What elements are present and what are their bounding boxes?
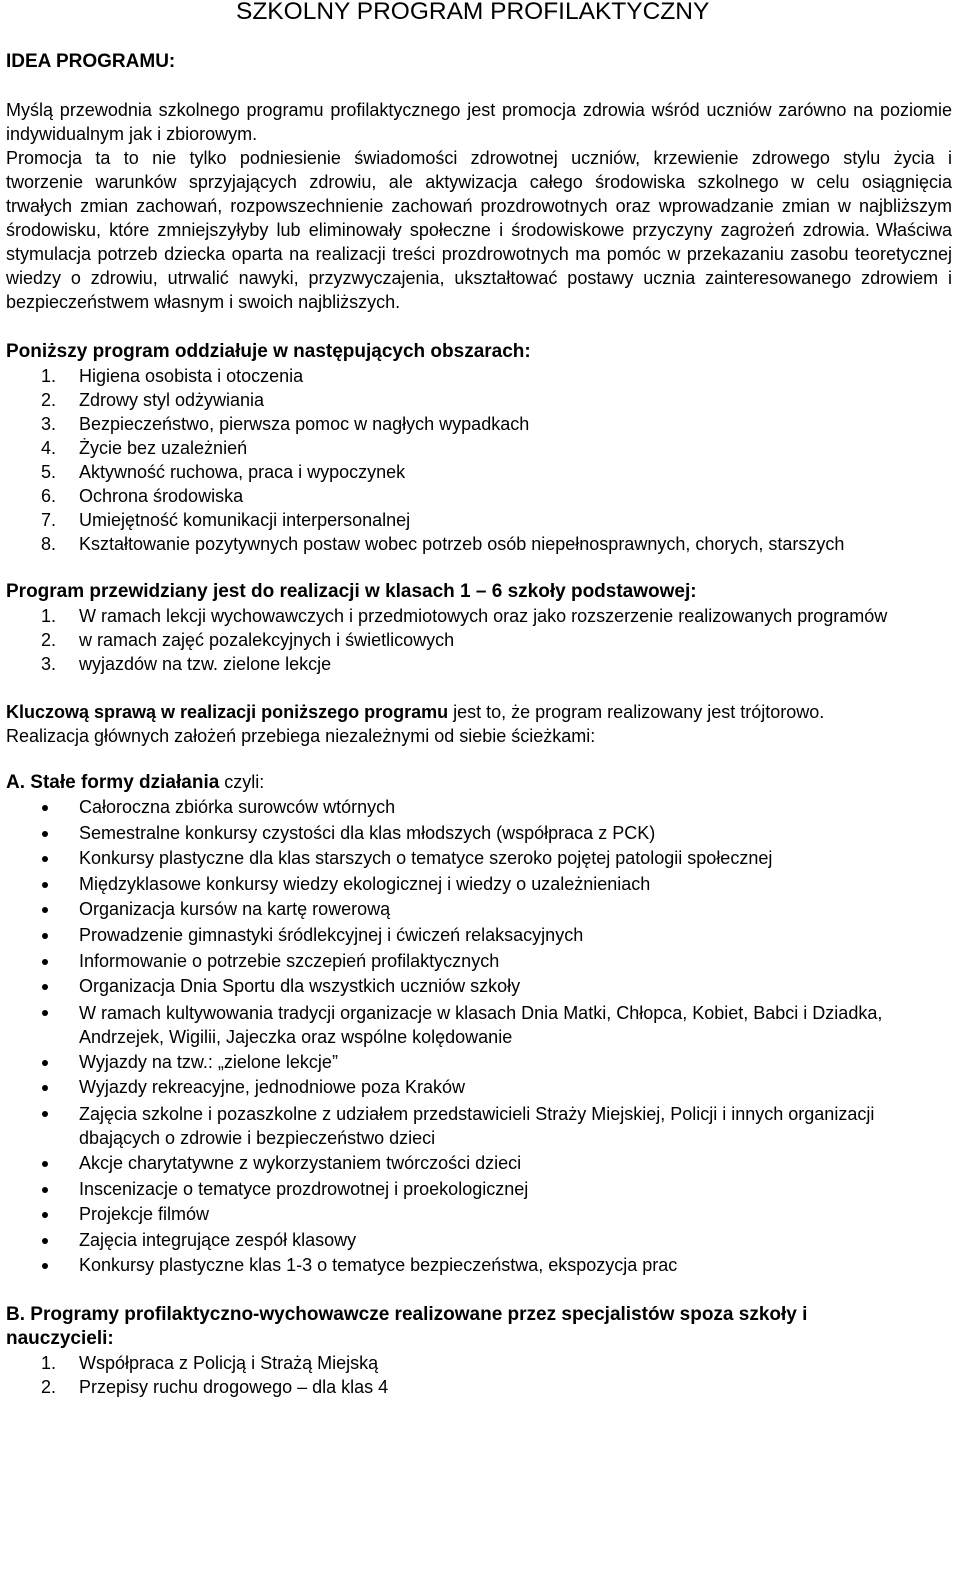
area-item — [6, 532, 952, 556]
idea-label: IDEA PROGRAMU: — [6, 51, 176, 72]
area-item — [6, 412, 952, 436]
section-a-item — [6, 821, 952, 847]
section-a-item-text: Informowanie o potrzebie szczepień profilaktycznych — [79, 950, 500, 971]
section-a-item — [6, 1253, 952, 1279]
realization-text: wyjazdów na tzw. zielone lekcje — [79, 654, 332, 674]
section-a-item — [6, 1101, 952, 1151]
realization-number: 3. — [41, 654, 57, 674]
area-item — [6, 388, 952, 412]
areas-list — [6, 364, 952, 556]
section-a-item-text: Międzyklasowe konkursy wiedzy ekologicznej i wiedzy o uzależnieniach — [79, 873, 651, 894]
section-a-item — [6, 1202, 952, 1228]
section-a-item-text: Organizacja kursów na kartę rowerową — [79, 899, 391, 920]
area-item — [6, 508, 952, 532]
section-a-item-text: Konkursy plastyczne klas 1-3 o tematyce bezpieczeństwa, ekspozycja prac — [79, 1255, 678, 1276]
section-b-text: Przepisy ruchu drogowego – dla klas 4 — [79, 1376, 389, 1397]
area-text: Umiejętność komunikacji interpersonalnej — [79, 510, 411, 530]
section-a-item — [6, 846, 952, 872]
section-a-item — [6, 1228, 952, 1254]
bullet-icon — [42, 1187, 48, 1193]
intro-paragraph-2-part-a: Promocja ta to nie tylko podniesienie świadomości zdrowotnej uczniów, krzewienie zdrowego stylu życia i tworzenie warunków sprzyjających zdrowiu, ale aktywizacja całego środowiska szkolnego w celu osiągnięcia trwałych zmian zachowań, rozpowszechnienie zachowań prozdrowotnych oraz wprowadzanie zmian w najbliższym środowisku, które zmniejszyłyby lub eliminowały społeczne i środowiskowe przyczyny zagrożeń zdrowia. — [6, 148, 952, 240]
area-text: Ochrona środowiska — [79, 486, 244, 506]
area-item — [6, 460, 952, 484]
section-a-item — [6, 1177, 952, 1203]
bullet-icon — [42, 1060, 48, 1066]
key-paragraph — [6, 700, 952, 748]
section-a-item-text: Całoroczna zbiórka surowców wtórnych — [79, 797, 396, 817]
section-a-item-text: Konkursy plastyczne dla klas starszych o tematyce szeroko pojętej patologii społecznej — [79, 848, 773, 869]
section-b-text: Współpraca z Policją i Strażą Miejską — [79, 1352, 379, 1373]
realization-item — [6, 628, 952, 652]
realization-number: 2. — [41, 630, 57, 650]
section-a-heading-rest: czyli: — [219, 772, 265, 792]
area-item — [6, 484, 952, 508]
bullet-icon — [42, 856, 48, 862]
section-b-list — [6, 1351, 952, 1399]
bullet-icon — [42, 907, 48, 913]
section-b-item — [6, 1375, 952, 1399]
section-a-item — [6, 1050, 952, 1076]
section-a-list — [6, 795, 952, 1279]
areas-heading: Poniższy program oddziałuje w następujących obszarach: — [6, 341, 531, 362]
bullet-icon — [42, 1263, 48, 1269]
realization-text: w ramach zajęć pozalekcyjnych i świetlicowych — [79, 630, 455, 650]
section-a-item-text: Projekcje filmów — [79, 1204, 210, 1225]
realization-heading: Program przewidziany jest do realizacji w klasach 1 – 6 szkoły podstawowej: — [6, 581, 697, 602]
realization-number: 1. — [41, 606, 57, 626]
section-a-item — [6, 949, 952, 975]
bullet-icon — [42, 1085, 48, 1091]
section-a-heading-bold: A. Stałe formy działania — [6, 772, 220, 793]
section-a-item — [6, 872, 952, 898]
bullet-icon — [42, 984, 48, 990]
section-a-item — [6, 897, 952, 923]
area-number: 3. — [41, 414, 57, 434]
section-b-item — [6, 1351, 952, 1375]
section-a-item — [6, 795, 952, 821]
key-paragraph-bold: Kluczową sprawą w realizacji poniższego programu — [6, 702, 449, 722]
intro-paragraph-1: Myślą przewodnia szkolnego programu profilaktycznego jest promocja zdrowia wśród uczniów zarówno na poziomie indywidualnym jak i zbiorowym. — [6, 100, 952, 144]
section-a-item-text: Wyjazdy rekreacyjne, jednodniowe poza Kraków — [79, 1077, 466, 1098]
bullet-icon — [42, 831, 48, 837]
intro-paragraph-2-part-b: Właściwa stymulacja potrzeb dziecka oparta na realizacji treści prozdrowotnych ma pomóc w przekazaniu zasobu teoretycznej wiedzy o zdrowiu, utrwalić nawyki, przyzwyczajenia, ukształtować postawy ucznia zainteresowanego zdrowiem i bezpieczeństwem własnym i swoich najbliższych. — [6, 220, 952, 312]
area-number: 7. — [41, 510, 57, 530]
section-a-item — [6, 923, 952, 949]
bullet-icon — [42, 933, 48, 939]
area-item — [6, 436, 952, 460]
section-a-item-text: Prowadzenie gimnastyki śródlekcyjnej i ćwiczeń relaksacyjnych — [79, 924, 584, 945]
key-paragraph-rest: jest to, że program realizowany jest trójtorowo. Realizacja głównych założeń przebiega niezależnymi od siebie ścieżkami: — [6, 702, 825, 746]
section-a-item — [6, 974, 952, 1000]
area-number: 2. — [41, 390, 57, 410]
section-a-item-text: Zajęcia integrujące zespół klasowy — [79, 1229, 357, 1250]
realization-item — [6, 604, 952, 628]
area-number: 6. — [41, 486, 57, 506]
bullet-icon — [42, 959, 48, 965]
document-body — [6, 98, 952, 1399]
section-a-item-text: Wyjazdy na tzw.: „zielone lekcje” — [79, 1051, 338, 1072]
area-text: Życie bez uzależnień — [79, 438, 248, 458]
area-number: 5. — [41, 462, 57, 482]
bullet-icon — [42, 882, 48, 888]
section-a-item — [6, 1075, 952, 1101]
section-a-item-text: Organizacja Dnia Sportu dla wszystkich uczniów szkoły — [79, 976, 521, 997]
section-a-item-text: Inscenizacje o tematyce prozdrowotnej i proekologicznej — [79, 1178, 529, 1199]
bullet-icon — [42, 1161, 48, 1167]
bullet-icon — [42, 1010, 48, 1016]
area-text: Aktywność ruchowa, praca i wypoczynek — [79, 462, 406, 482]
area-number: 8. — [41, 534, 57, 554]
section-a-item-text: W ramach kultywowania tradycji organizacje w klasach Dnia Matki, Chłopca, Kobiet, Babci i Dziadka, Andrzejek, Wigilii, Jajeczka oraz wspólne kolędowanie — [79, 1002, 883, 1047]
realization-text: W ramach lekcji wychowawczych i przedmiotowych oraz jako rozszerzenie realizowanych programów — [79, 606, 888, 626]
section-b-number: 2. — [41, 1376, 57, 1397]
section-a-item — [6, 1151, 952, 1177]
area-text: Higiena osobista i otoczenia — [79, 366, 304, 386]
intro-paragraph-2 — [6, 146, 952, 314]
area-text: Zdrowy styl odżywiania — [79, 390, 265, 410]
section-a-item — [6, 1000, 952, 1050]
realization-item — [6, 652, 952, 676]
bullet-icon — [42, 1238, 48, 1244]
section-a-item-text: Semestralne konkursy czystości dla klas młodszych (współpraca z PCK) — [79, 822, 656, 843]
area-number: 4. — [41, 438, 57, 458]
section-a-item-text: Zajęcia szkolne i pozaszkolne z udziałem przedstawicieli Straży Miejskiej, Policji i innych organizacji dbających o zdrowie i bezpieczeństwo dzieci — [79, 1103, 875, 1148]
document-title: SZKOLNY PROGRAM PROFILAKTYCZNY — [236, 0, 710, 25]
bullet-icon — [42, 1111, 48, 1117]
area-text: Bezpieczeństwo, pierwsza pomoc w nagłych wypadkach — [79, 414, 530, 434]
area-text: Kształtowanie pozytywnych postaw wobec potrzeb osób niepełnosprawnych, chorych, starszych — [79, 534, 845, 554]
area-number: 1. — [41, 366, 57, 386]
bullet-icon — [42, 805, 48, 811]
section-b-heading: B. Programy profilaktyczno-wychowawcze realizowane przez specjalistów spoza szkoły i nauczycieli: — [6, 1303, 808, 1349]
realization-list — [6, 604, 952, 676]
section-a-heading — [6, 770, 952, 795]
section-a-item-text: Akcje charytatywne z wykorzystaniem twórczości dzieci — [79, 1152, 522, 1173]
bullet-icon — [42, 1212, 48, 1218]
section-b-number: 1. — [41, 1352, 57, 1373]
area-item — [6, 364, 952, 388]
